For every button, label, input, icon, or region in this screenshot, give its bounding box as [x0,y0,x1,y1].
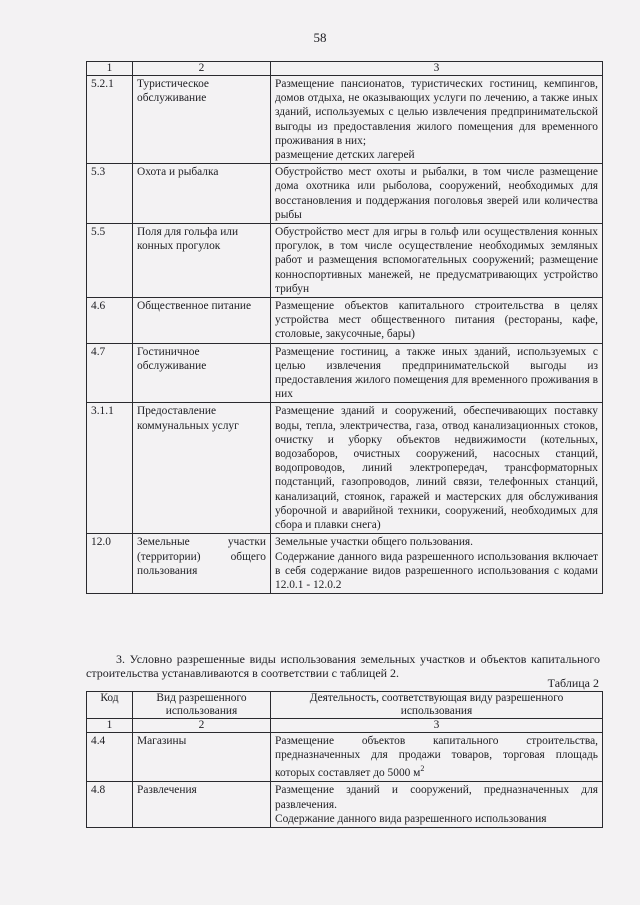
row-name: Развлечения [133,782,271,828]
table-row [87,224,603,298]
row-description: Размещение объектов капитального строительства в целях устройства мест общественного питания (рестораны, кафе, столовые, закусочные, бары) [271,298,603,344]
header-code: Код [87,692,133,719]
row-code: 4.8 [87,782,133,828]
row-name: Поля для гольфа или конных прогулок [133,224,271,298]
table-row [87,164,603,224]
row-code: 4.7 [87,343,133,403]
column-number: 3 [271,62,603,76]
table-row [87,733,603,782]
row-name: Охота и рыбалка [133,164,271,224]
column-number-row [87,719,603,733]
header-activity: Деятельность, соответствующая виду разрешенного использования [271,692,603,719]
row-code: 12.0 [87,534,133,594]
column-number: 3 [271,719,603,733]
row-description: Земельные участки общего пользования. Содержание данного вида разрешенного использования включает в себя содержание видов разрешенного использования с кодами 12.0.1 - 12.0.2 [271,534,603,594]
row-name: Гостиничное обслуживание [133,343,271,403]
row-name: Туристическое обслуживание [133,76,271,164]
column-number: 1 [87,62,133,76]
row-code: 3.1.1 [87,403,133,534]
column-number: 1 [87,719,133,733]
row-name: Общественное питание [133,298,271,344]
row-name: Магазины [133,733,271,782]
row-description: Размещение гостиниц, а также иных зданий, используемых с целью извлечения предпринимательской выгоды из предоставления жилого помещения для временного проживания в них [271,343,603,403]
row-code: 4.4 [87,733,133,782]
row-code: 5.5 [87,224,133,298]
row-description: Обустройство мест для игры в гольф или осуществления конных прогулок, в том числе осуществление необходимых земляных работ и размещения вспомогательных сооружений; размещение конноспортивных манежей, не предусматривающих устройство трибун [271,224,603,298]
page-number: 58 [313,30,327,45]
row-code: 5.3 [87,164,133,224]
column-number-row [87,62,603,76]
row-description: Размещение пансионатов, туристических гостиниц, кемпингов, домов отдыха, не оказывающих услуги по лечению, а также иных зданий, используемых с целью извлечения предпринимательской выгоды из предоставления жилого помещения для временного проживания в них; размещение детских лагерей [271,76,603,164]
body-paragraph: 3. Условно разрешенные виды использования земельных участков и объектов капитального строительства устанавливаются в соответствии с таблицей 2. [86,652,600,680]
land-use-table-2 [86,691,603,828]
row-name: Земельные участки (территории) общего пользования [133,534,271,594]
land-use-table-1 [86,61,603,594]
row-name: Предоставление коммунальных услуг [133,403,271,534]
row-description: Размещение зданий и сооружений, предназначенных для развлечения. Содержание данного вида разрешенного использования [271,782,603,828]
table-row [87,534,603,594]
row-code: 4.6 [87,298,133,344]
header-row [87,692,603,719]
row-description: Размещение объектов капитального строительства, предназначенных для продажи товаров, торговая площадь которых составляет до 5000 $м^2$ [271,733,603,782]
column-number: 2 [133,62,271,76]
row-description: Обустройство мест охоты и рыбалки, в том числе размещение дома охотника или рыболова, сооружений, необходимых для восстановления и поддержания поголовья зверей или количества рыбы [271,164,603,224]
superscript: 2 [420,764,425,774]
table-row [87,343,603,403]
table-row [87,403,603,534]
table-row [87,298,603,344]
column-number: 2 [133,719,271,733]
table-row [87,76,603,164]
row-description: Размещение зданий и сооружений, обеспечивающих поставку воды, тепла, электричества, газа, отвод канализационных стоков, очистку и уборку объектов недвижимости (котельных, водозаборов, очистных сооружений, насосных станций, водопроводов, линий электропередач, трансформаторных подстанций, газопроводов, линий связи, телефонных станций, канализаций, стоянок, гаражей и мастерских для обслуживания уборочной и аварийной техники, сооружений, необходимых для сбора и плавки снега) [271,403,603,534]
table-caption: Таблица 2 [547,676,599,690]
row-code: 5.2.1 [87,76,133,164]
table-row [87,782,603,828]
header-use-type: Вид разрешенного использования [133,692,271,719]
